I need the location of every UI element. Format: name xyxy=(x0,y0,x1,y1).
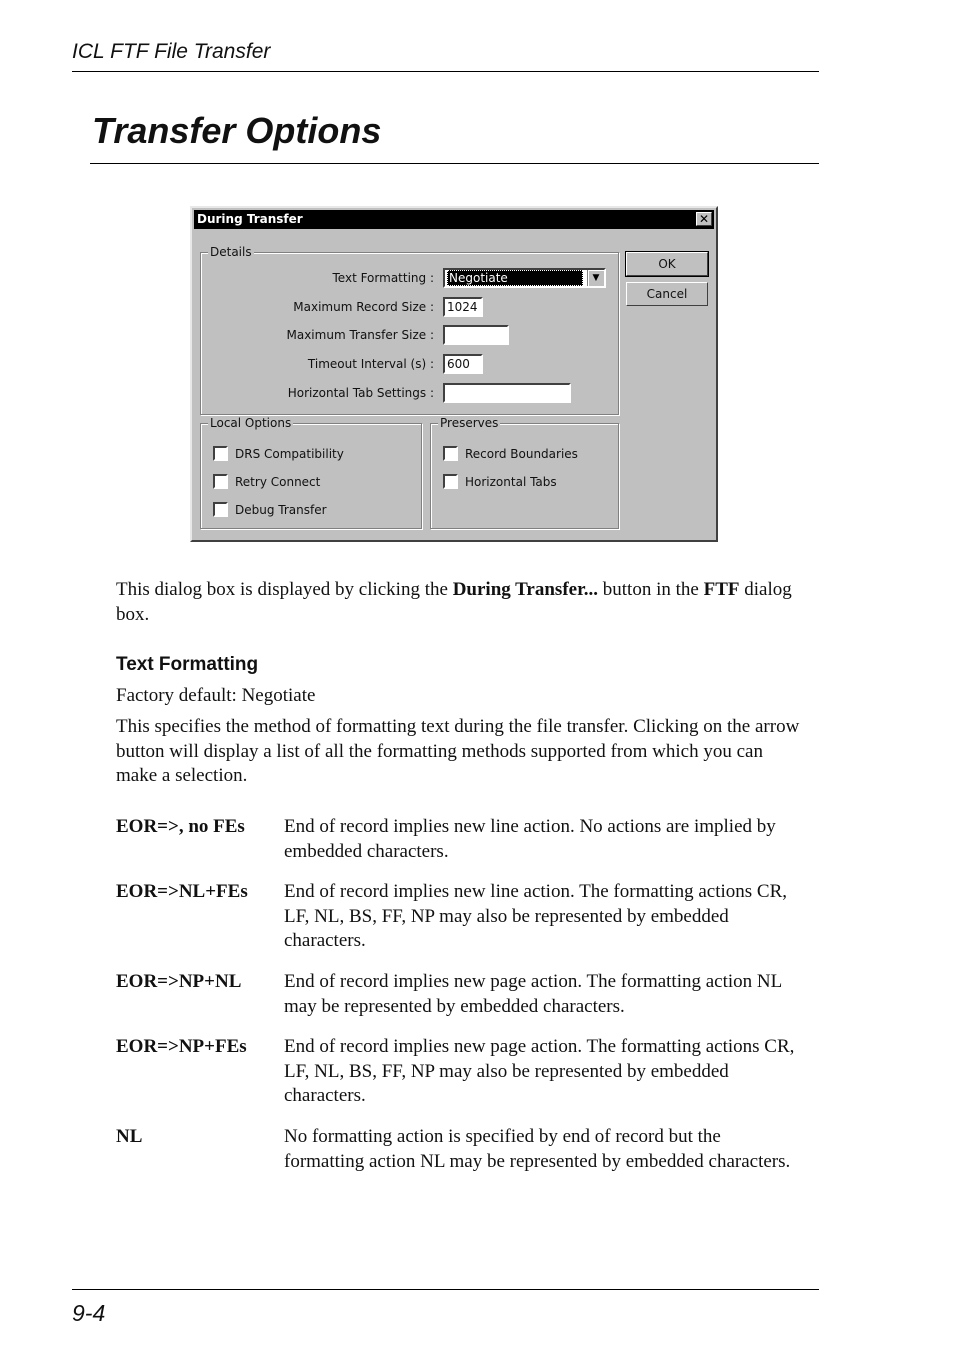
horizontal-tab-settings-label: Horizontal Tab Settings : xyxy=(287,386,434,400)
text-formatting-label: Text Formatting : xyxy=(332,271,434,285)
retry-connect-checkbox[interactable] xyxy=(213,474,320,489)
text-formatting-select[interactable] xyxy=(443,268,606,288)
header-rule xyxy=(72,71,819,72)
timeout-interval-label: Timeout Interval (s) : xyxy=(307,357,434,371)
factory-default: Factory default: Negotiate xyxy=(116,685,316,706)
definition-description: End of record implies new line action. The formatting actions CR, LF, NL, BS, FF, NP may also be represented by embedded characters. xyxy=(284,881,788,951)
intro-bold-dialog-name: FTF xyxy=(703,579,740,600)
checkbox-label: Debug Transfer xyxy=(235,503,327,517)
definition-description: End of record implies new page action. The formatting actions CR, LF, NL, BS, FF, NP may also be represented by embedded characters. xyxy=(284,1036,795,1106)
intro-bold-button-name: During Transfer... xyxy=(452,579,599,600)
checkbox-box[interactable] xyxy=(213,502,228,517)
drs-compatibility-checkbox[interactable] xyxy=(213,446,344,461)
dropdown-arrow-icon[interactable]: ▼ xyxy=(587,270,604,286)
max-record-size-input[interactable]: 1024 xyxy=(443,297,483,317)
horizontal-tabs-checkbox[interactable] xyxy=(443,474,557,489)
dialog-title: During Transfer xyxy=(197,212,303,226)
definition-description: End of record implies new line action. No actions are implied by embedded characters. xyxy=(284,816,776,862)
checkbox-label: Horizontal Tabs xyxy=(465,475,557,489)
footer-rule xyxy=(72,1289,819,1290)
checkbox-label: Retry Connect xyxy=(235,475,321,489)
details-group-label: Details xyxy=(210,245,252,259)
definition-term: EOR=>NP+FEs xyxy=(116,1036,247,1057)
definition-term: EOR=>NP+NL xyxy=(116,971,242,992)
record-boundaries-checkbox[interactable] xyxy=(443,446,578,461)
definition-description: End of record implies new page action. The formatting action NL may be represented by embedded characters. xyxy=(284,971,782,1017)
details-group xyxy=(200,245,619,415)
intro-text: button in the xyxy=(598,579,704,600)
page-number: 9-4 xyxy=(72,1300,106,1326)
max-transfer-size-input[interactable] xyxy=(443,325,509,345)
preserves-group xyxy=(430,416,619,529)
checkbox-box[interactable] xyxy=(443,474,458,489)
definition-term: EOR=>, no FEs xyxy=(116,816,245,837)
text-formatting-value: Negotiate xyxy=(447,270,583,286)
chapter-title: Transfer Options xyxy=(92,110,382,151)
checkbox-box[interactable] xyxy=(213,474,228,489)
section-description: This specifies the method of formatting text during the file transfer. Clicking on the arrow button will display a list of all the formatting methods supported from which you can make a selection. xyxy=(116,716,800,786)
running-head: ICL FTF File Transfer xyxy=(72,40,271,63)
checkbox-label: DRS Compatibility xyxy=(235,447,344,461)
preserves-group-label: Preserves xyxy=(440,416,499,430)
checkbox-box[interactable] xyxy=(213,446,228,461)
title-rule xyxy=(90,163,819,164)
checkbox-box[interactable] xyxy=(443,446,458,461)
local-options-group-label: Local Options xyxy=(210,416,292,430)
intro-text: This dialog box is displayed by clicking the xyxy=(116,579,453,600)
checkbox-label: Record Boundaries xyxy=(465,447,578,461)
intro-paragraph xyxy=(116,578,806,627)
dialog-titlebar xyxy=(194,210,714,229)
max-transfer-size-label: Maximum Transfer Size : xyxy=(286,328,434,342)
close-icon[interactable]: ✕ xyxy=(696,212,712,226)
during-transfer-dialog xyxy=(190,206,718,542)
debug-transfer-checkbox[interactable] xyxy=(213,502,327,517)
section-heading: Text Formatting xyxy=(116,654,259,675)
max-record-size-label: Maximum Record Size : xyxy=(293,300,434,314)
definition-term: EOR=>NL+FEs xyxy=(116,881,248,902)
horizontal-tab-settings-input[interactable] xyxy=(443,383,571,403)
intro-text: dialog box. xyxy=(116,579,792,625)
definition-term: NL xyxy=(116,1126,143,1147)
ok-button[interactable]: OK xyxy=(626,252,708,276)
definition-description: No formatting action is specified by end of record but the formatting action NL may be represented by embedded characters. xyxy=(284,1126,791,1172)
local-options-group xyxy=(200,416,422,529)
cancel-button[interactable]: Cancel xyxy=(626,282,708,306)
timeout-interval-input[interactable]: 600 xyxy=(443,354,483,374)
